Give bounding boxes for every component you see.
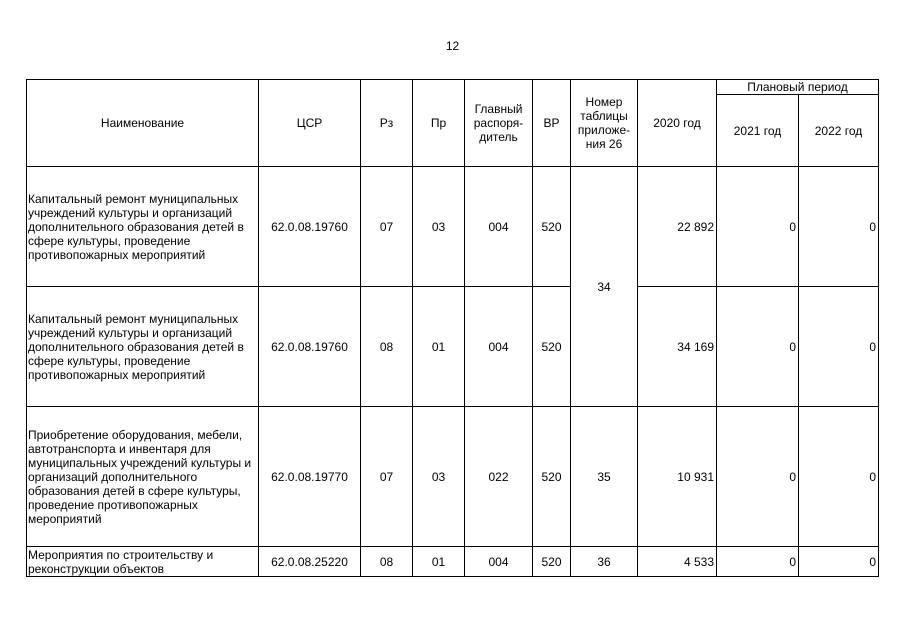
budget-table	[26, 79, 879, 577]
header-pr: Пр	[413, 80, 465, 167]
cell-2022: 0	[799, 287, 879, 407]
header-name: Наименование	[27, 80, 259, 167]
cell-pr: 01	[413, 287, 465, 407]
cell-2021: 0	[717, 167, 799, 287]
cell-2022: 0	[799, 407, 879, 547]
cell-csr: 62.0.08.19760	[259, 287, 361, 407]
cell-csr: 62.0.08.19760	[259, 167, 361, 287]
header-glavny-rasporyaditel: Главный распоря- дитель	[465, 80, 533, 167]
table-row	[27, 407, 879, 547]
cell-2020: 4 533	[638, 547, 717, 577]
cell-gr: 004	[465, 167, 533, 287]
cell-csr: 62.0.08.25220	[259, 547, 361, 577]
cell-name: Мероприятия по строительству и реконструкции объектов	[27, 547, 259, 577]
header-planovy-period: Плановый период	[717, 80, 879, 95]
cell-vr: 520	[533, 167, 571, 287]
table-row	[27, 167, 879, 287]
cell-gr: 004	[465, 287, 533, 407]
header-vr: ВР	[533, 80, 571, 167]
cell-pr: 01	[413, 547, 465, 577]
cell-2020: 34 169	[638, 287, 717, 407]
header-2020: 2020 год	[638, 80, 717, 167]
header-csr: ЦСР	[259, 80, 361, 167]
cell-nomer: 35	[571, 407, 638, 547]
header-2022: 2022 год	[799, 95, 879, 167]
cell-2022: 0	[799, 547, 879, 577]
cell-rz: 07	[361, 407, 413, 547]
table-row	[27, 547, 879, 577]
table-row	[27, 287, 879, 407]
cell-rz: 07	[361, 167, 413, 287]
cell-pr: 03	[413, 167, 465, 287]
cell-2022: 0	[799, 167, 879, 287]
cell-2021: 0	[717, 547, 799, 577]
cell-2020: 22 892	[638, 167, 717, 287]
cell-2021: 0	[717, 407, 799, 547]
cell-nomer-merged: 34	[571, 167, 638, 407]
cell-csr: 62.0.08.19770	[259, 407, 361, 547]
header-rz: Рз	[361, 80, 413, 167]
cell-nomer: 36	[571, 547, 638, 577]
cell-name: Приобретение оборудования, мебели, автотранспорта и инвентаря для муниципальных учреждений культуры и организаций дополнительного образования детей в сфере культуры, проведение противопожарных мероприятий	[27, 407, 259, 547]
header-2021: 2021 год	[717, 95, 799, 167]
cell-vr: 520	[533, 407, 571, 547]
cell-rz: 08	[361, 547, 413, 577]
cell-gr: 022	[465, 407, 533, 547]
cell-vr: 520	[533, 287, 571, 407]
cell-vr: 520	[533, 547, 571, 577]
cell-2021: 0	[717, 287, 799, 407]
cell-pr: 03	[413, 407, 465, 547]
cell-2020: 10 931	[638, 407, 717, 547]
cell-rz: 08	[361, 287, 413, 407]
cell-name: Капитальный ремонт муниципальных учреждений культуры и организаций дополнительного образования детей в сфере культуры, проведение противопожарных мероприятий	[27, 167, 259, 287]
header-nomer-tablicy: Номер таблицы приложе- ния 26	[571, 80, 638, 167]
cell-name: Капитальный ремонт муниципальных учреждений культуры и организаций дополнительного образования детей в сфере культуры, проведение противопожарных мероприятий	[27, 287, 259, 407]
cell-gr: 004	[465, 547, 533, 577]
page-number: 12	[445, 39, 460, 53]
